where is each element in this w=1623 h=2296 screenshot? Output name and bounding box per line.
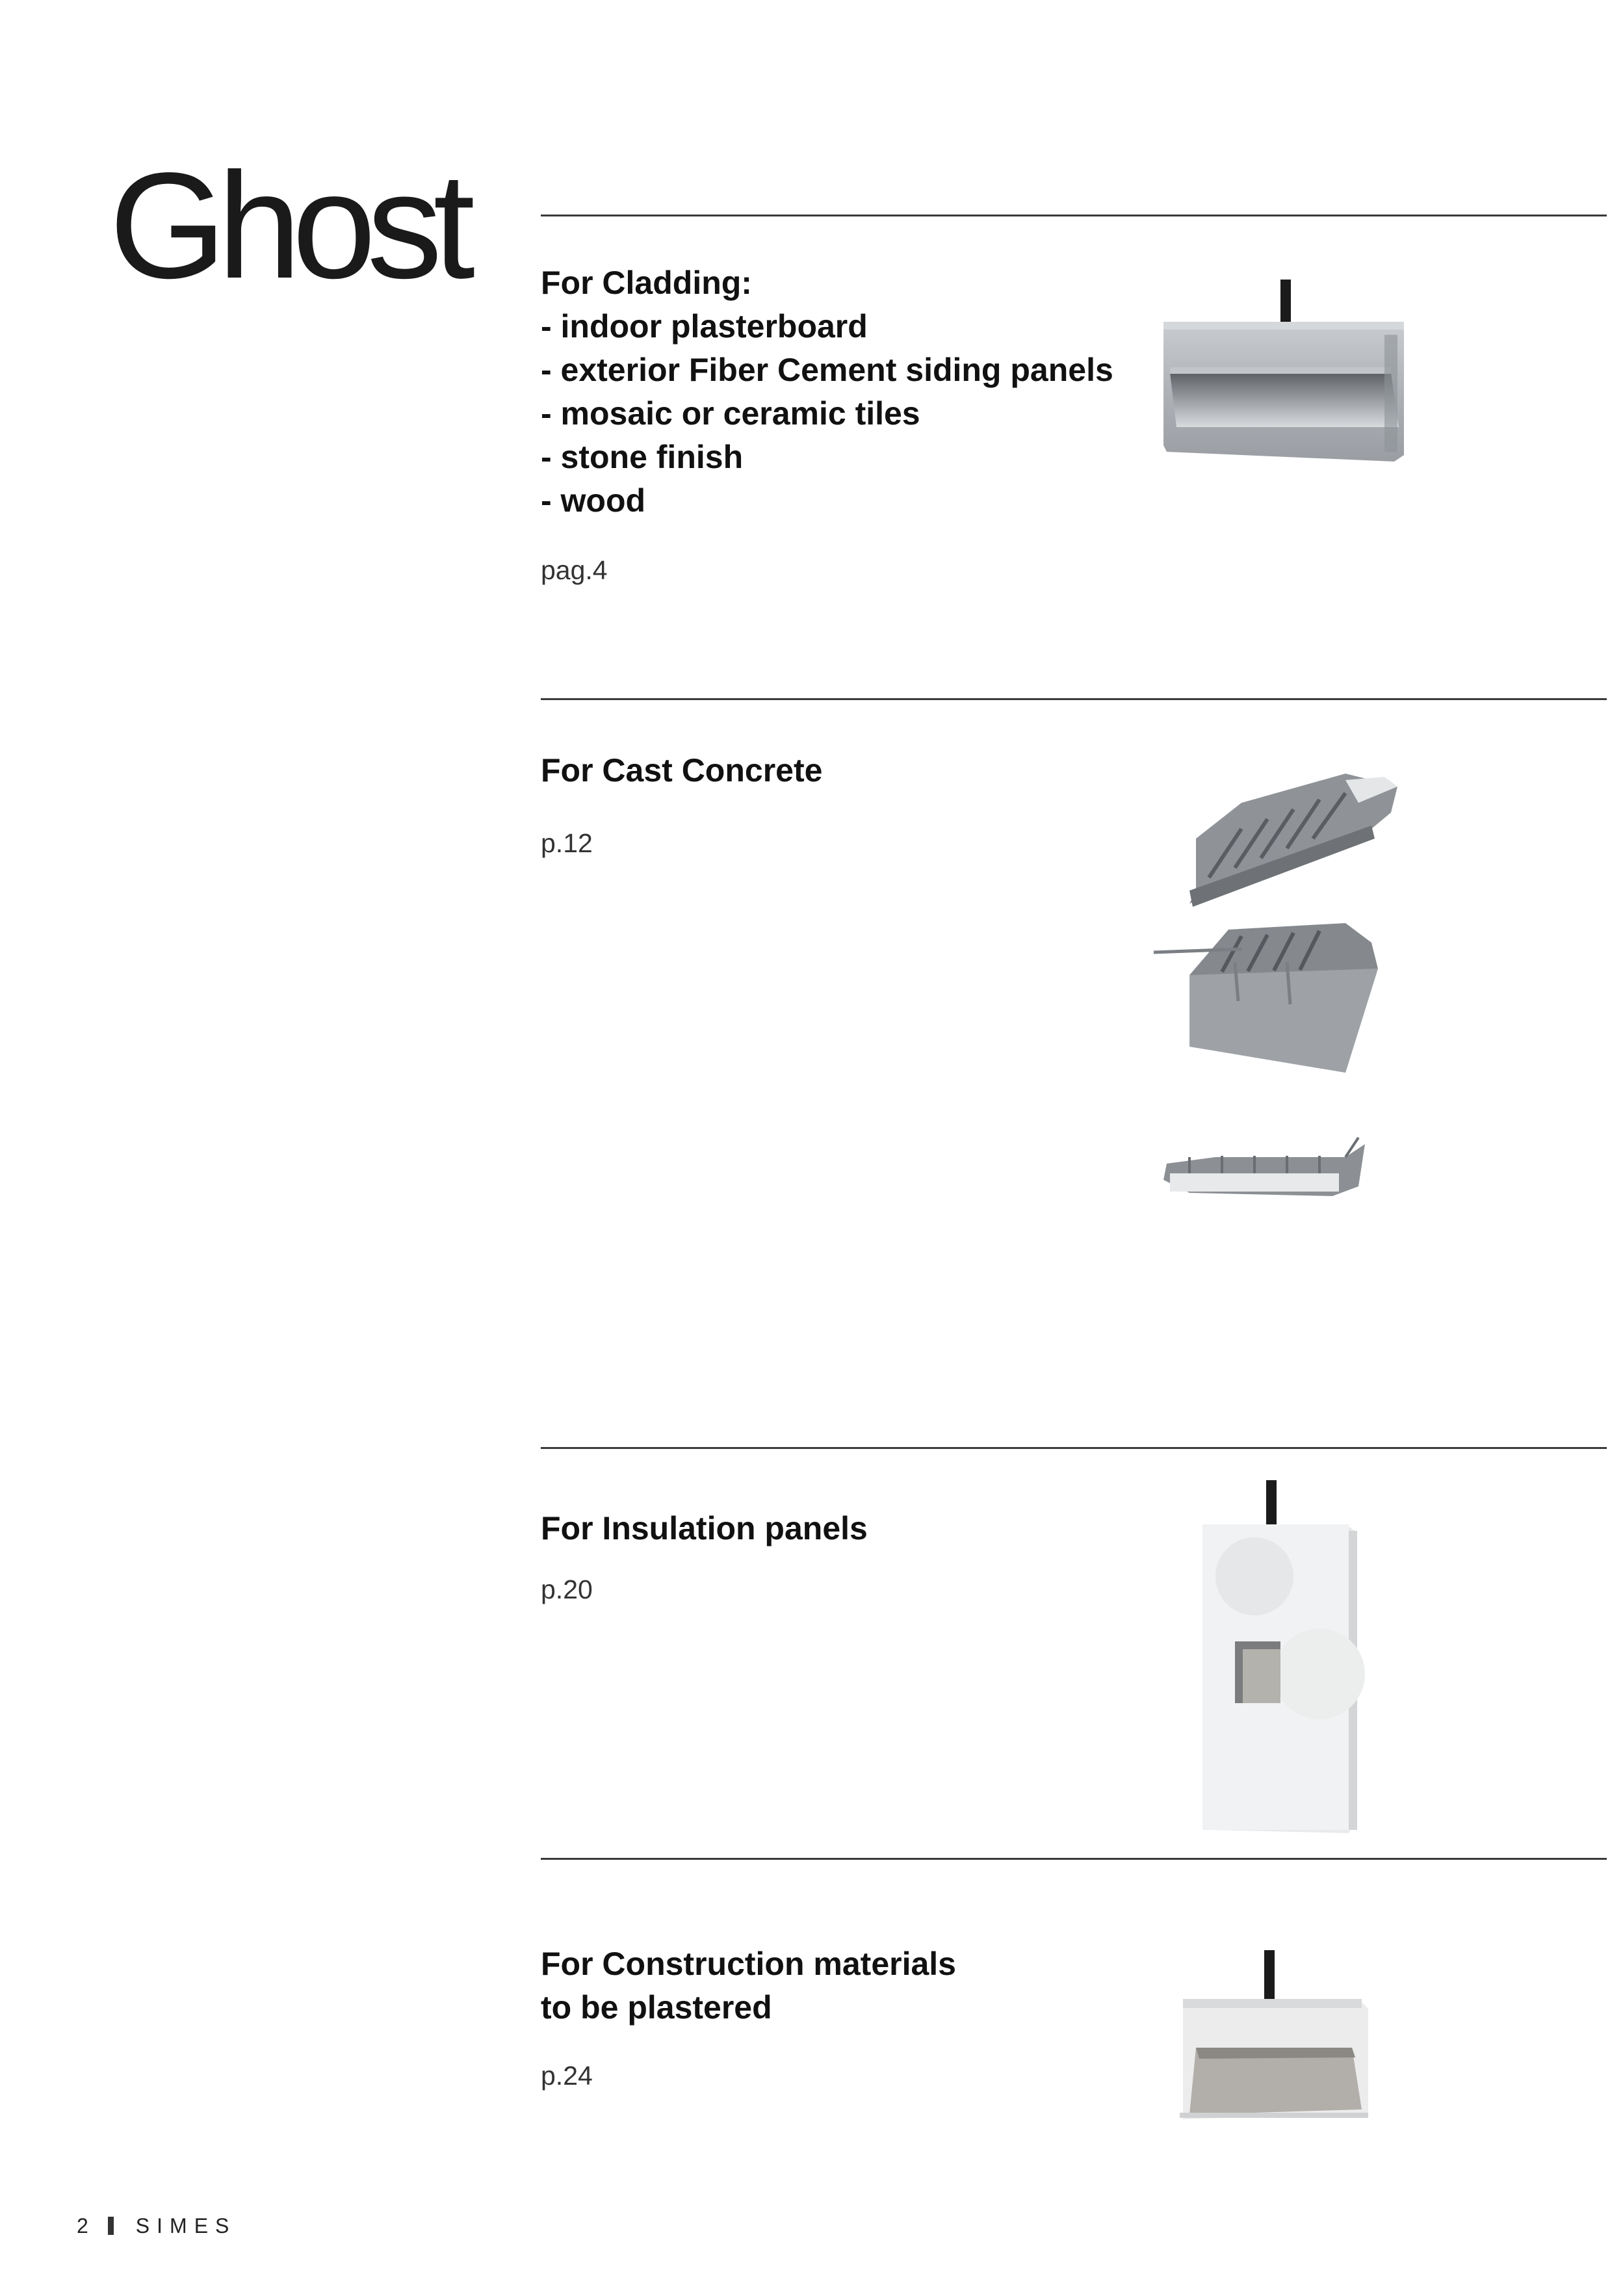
page-ref-cladding: pag.4 [541,555,608,585]
page-number: 2 [77,2214,88,2237]
section-divider [541,698,1607,700]
page-footer [77,2213,236,2239]
section-heading-cladding: For Cladding: - indoor plasterboard - exterior Fiber Cement siding panels - mosaic or ceramic tiles - stone finish - wood [541,265,1113,519]
page-ref-cast-concrete: p.12 [541,828,593,858]
product-image-insulation [1189,1479,1378,1843]
brand-name: SIMES [135,2214,237,2237]
footer-separator [108,2217,114,2235]
section-divider [541,1858,1607,1860]
section-heading-cast-concrete: For Cast Concrete [541,752,823,789]
section-heading-construction: For Construction materials to be plastered [541,1946,956,2026]
section-divider [541,215,1607,216]
section-divider [541,1447,1607,1449]
product-image-cladding [1150,276,1423,471]
page-title: Ghost [109,142,466,310]
product-image-cast-concrete [1150,767,1397,1261]
page-ref-insulation: p.20 [541,1574,593,1604]
section-heading-insulation: For Insulation panels [541,1510,868,1546]
page-ref-construction: p.24 [541,2061,593,2091]
product-image-construction [1167,1947,1388,2129]
